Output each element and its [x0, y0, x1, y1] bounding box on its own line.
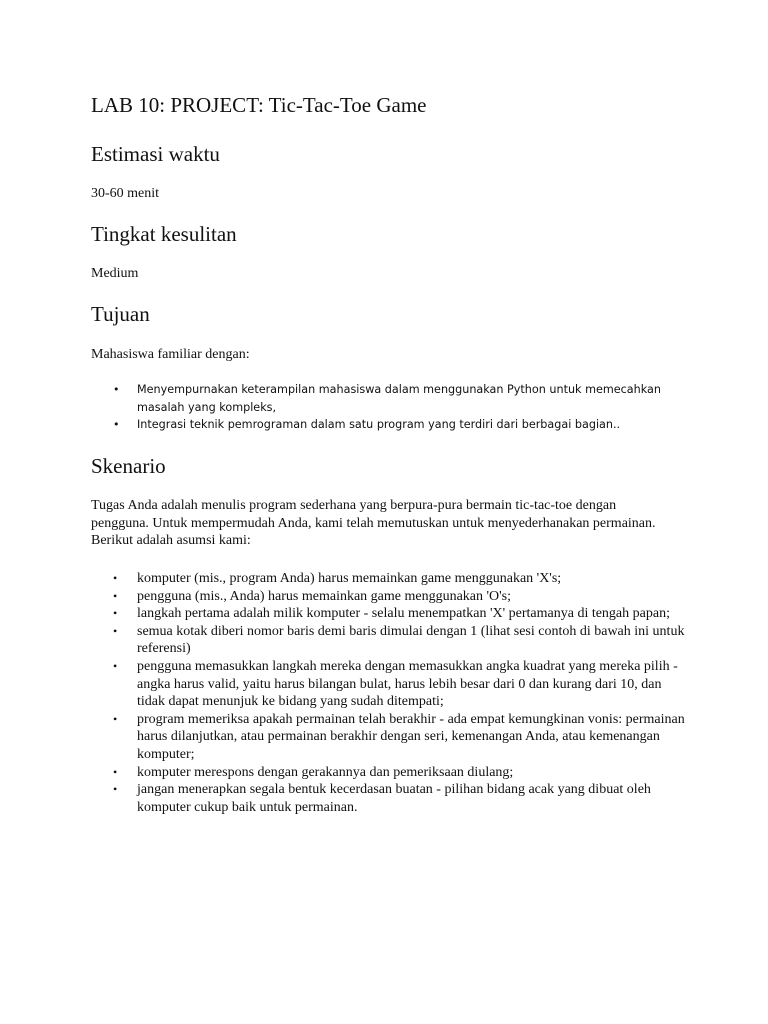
- list-item-text: semua kotak diberi nomor baris demi baris dimulai dengan 1 (lihat sesi contoh di bawah ini untuk referensi): [137, 623, 685, 657]
- heading-estimasi-waktu: Estimasi waktu: [91, 142, 220, 166]
- list-item-text: Menyempurnakan keterampilan mahasiswa dalam menggunakan Python untuk memecahkan masalah yang kompleks,: [137, 383, 661, 414]
- list-item: [91, 623, 691, 658]
- list-item-text: jangan menerapkan segala bentuk kecerdasan buatan - pilihan bidang acak yang dibuat oleh komputer cukup baik untuk permainan.: [137, 782, 651, 815]
- list-item: [91, 658, 691, 711]
- list-item: [91, 605, 691, 623]
- list-item: [91, 570, 691, 588]
- list-item: [91, 711, 691, 764]
- skenario-list: [91, 570, 691, 816]
- bullet-icon: •: [113, 383, 120, 396]
- document-title: LAB 10: PROJECT: Tic-Tac-Toe Game: [91, 93, 427, 117]
- list-item: [91, 588, 691, 606]
- list-item: [91, 381, 691, 416]
- bullet-icon: •: [113, 418, 120, 432]
- list-item-text: langkah pertama adalah milik komputer - selalu menempatkan 'X' pertamanya di tengah papan;: [137, 606, 670, 622]
- list-item-text: komputer merespons dengan gerakannya dan pemeriksaan diulang;: [137, 764, 514, 780]
- tujuan-list: [91, 381, 691, 434]
- list-item-text: program memeriksa apakah permainan telah berakhir - ada empat kemungkinan vonis: permainan harus dilanjutkan, atau permainan berakhir dengan seri, kemenangan Anda, atau kemenangan komputer;: [137, 711, 685, 762]
- list-item: [91, 764, 691, 782]
- skenario-paragraph: Tugas Anda adalah menulis program sederhana yang berpura-pura bermain tic-tac-toe dengan pengguna. Untuk mempermudah Anda, kami telah memutuskan untuk menyederhanakan permainan. Berikut adalah asumsi kami:: [91, 498, 656, 549]
- heading-skenario: Skenario: [91, 454, 166, 478]
- bullet-icon: •: [113, 711, 118, 726]
- list-item: [91, 416, 691, 434]
- list-item-text: komputer (mis., program Anda) harus memainkan game menggunakan 'X's;: [137, 571, 562, 586]
- bullet-icon: •: [113, 623, 118, 638]
- tujuan-intro: Mahasiswa familiar dengan:: [91, 347, 250, 362]
- heading-tujuan: Tujuan: [91, 302, 150, 326]
- list-item: [91, 781, 691, 816]
- bullet-icon: •: [113, 571, 118, 585]
- bullet-icon: •: [113, 782, 118, 797]
- bullet-icon: •: [113, 658, 118, 673]
- bullet-icon: •: [113, 588, 118, 603]
- bullet-icon: •: [113, 606, 118, 621]
- list-item-text: pengguna (mis., Anda) harus memainkan game menggunakan 'O's;: [137, 588, 512, 604]
- estimasi-waktu-value: 30-60 menit: [91, 186, 160, 201]
- list-item-text: pengguna memasukkan langkah mereka dengan memasukkan angka kuadrat yang mereka pilih - angka harus valid, yaitu harus bilangan bulat, harus lebih besar dari 0 dan kurang dari 10, dan tidak dapat menunjuk ke bidang yang sudah ditempati;: [137, 658, 678, 710]
- bullet-icon: •: [113, 764, 118, 779]
- list-item-text: Integrasi teknik pemrograman dalam satu program yang terdiri dari berbagai bagian..: [137, 418, 621, 432]
- tingkat-kesulitan-value: Medium: [91, 266, 139, 281]
- heading-tingkat-kesulitan: Tingkat kesulitan: [91, 222, 237, 246]
